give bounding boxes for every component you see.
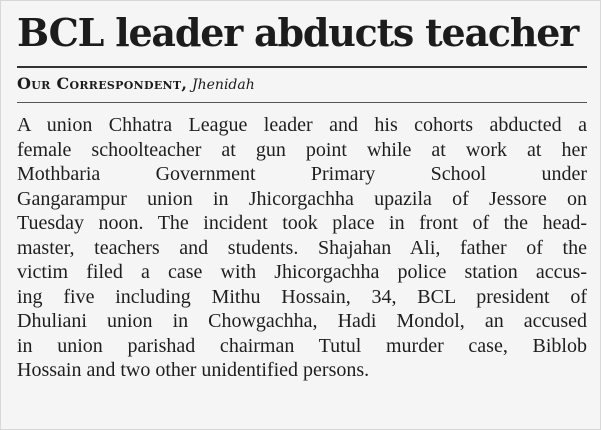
body-line: Tuesday noon. The incident took place in front of the head- (17, 212, 587, 234)
article-headline: BCL leader abducts teacher (17, 10, 579, 55)
body-line: master, teachers and students. Shajahan Ali, father of the (17, 236, 587, 259)
body-line: Hossain and two other unidentified persons. (17, 359, 370, 381)
body-line: ing five including Mithu Hossain, 34, BCL president of (17, 285, 587, 308)
body-line: Dhuliani union in Chowgachha, Hadi Mondol, an accused (17, 310, 587, 332)
body-line: in union parishad chairman Tutul murder case, Biblob (17, 334, 587, 357)
body-line: Mothbaria Government Primary School under (17, 163, 587, 185)
body-line: victim filed a case with Jhicorgachha police station accus- (17, 261, 587, 283)
body-line: Gangarampur union in Jhicorgachha upazila of Jessore on (17, 187, 587, 210)
body-line: female schoolteacher at gun point while at work at her (17, 138, 587, 161)
byline (17, 73, 255, 96)
byline-separator: , (181, 74, 187, 93)
byline-divider (17, 102, 587, 103)
byline-location: Jhenidah (192, 77, 255, 93)
body-line: A union Chhatra League leader and his cohorts abducted a (17, 114, 587, 136)
byline-author: Our Correspondent (17, 74, 182, 93)
headline-divider (17, 66, 587, 68)
article-body (17, 113, 587, 383)
